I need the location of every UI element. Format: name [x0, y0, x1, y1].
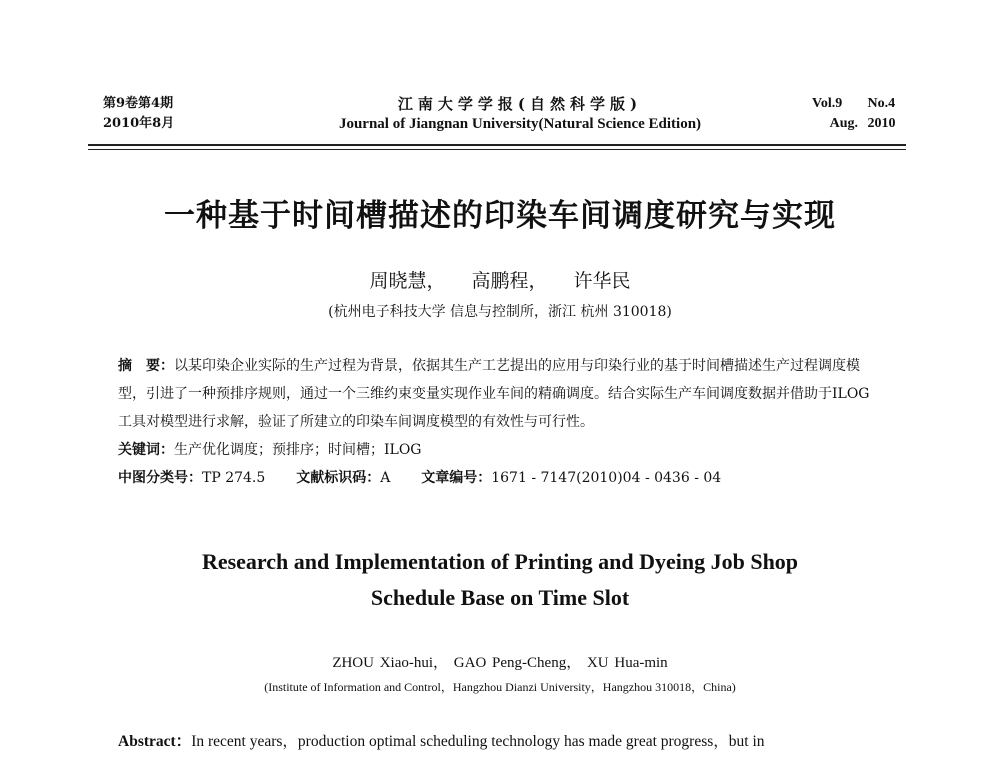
volume-cn: 第9卷第4期	[103, 96, 174, 111]
article-no-label: 文章编号：	[421, 470, 492, 486]
title-en-line1: Research and Implementation of Printing and Dyeing Job Shop	[201, 549, 799, 574]
issue-info-cn	[103, 94, 174, 134]
journal-name	[280, 94, 760, 134]
classification-label: 中图分类号：	[118, 470, 202, 486]
affiliation-cn: (杭州电子科技大学 信息与控制所，浙江 杭州 310018)	[328, 304, 672, 320]
header-rule-thin	[88, 149, 906, 150]
journal-name-en: Journal of Jiangnan University(Natural Science Edition)	[338, 116, 702, 132]
paper-title-cn: 一种基于时间槽描述的印染车间调度研究与实现	[164, 198, 836, 234]
doc-code: A	[380, 470, 391, 486]
authors-cn: 周晓慧， 高鹏程， 许华民	[369, 270, 631, 292]
date-cn: 2010年8月	[103, 116, 175, 131]
abstract-label-cn: 摘 要：	[118, 358, 174, 374]
abstract-text-cn: 以某印染企业实际的生产过程为背景，依据其生产工艺提出的应用与印染行业的基于时间槽描述生产过程调度模型，引进了一种预排序规则，通过一个三维约束变量实现作业车间的精确调度。结合实际生产车间调度数据并借助于ILOG工具对模型进行求解，验证了所建立的印染车间调度模型的有效性与可行性。	[118, 358, 870, 430]
abstract-section-cn	[118, 352, 880, 492]
abstract-label-en: Abstract：	[118, 733, 192, 750]
title-en-line2: Schedule Base on Time Slot	[370, 585, 630, 610]
authors-en: ZHOU Xiao-hui， GAO Peng-Cheng， XU Hua-min	[332, 655, 668, 671]
month-en: Aug.	[829, 116, 858, 131]
paper-title-en	[100, 544, 900, 616]
keywords-text-cn: 生产优化调度；预排序；时间槽；ILOG	[174, 442, 422, 458]
classification-line	[118, 464, 880, 492]
abstract-cn	[118, 352, 880, 436]
classification-code: TP 274.5	[202, 470, 266, 486]
number-en: No.4	[867, 96, 896, 111]
abstract-en	[118, 729, 898, 751]
keywords-cn	[118, 436, 880, 464]
year-en: 2010	[867, 116, 896, 131]
issue-info-en	[812, 94, 896, 134]
affiliation-en: (Institute of Information and Control，Hangzhou Dianzi University，Hangzhou 310018，China)	[264, 680, 736, 694]
keywords-label-cn: 关键词：	[118, 442, 174, 458]
journal-name-cn: 江南大学学报(自然科学版)	[397, 95, 643, 113]
doc-code-label: 文献标识码：	[296, 470, 381, 486]
volume-en: Vol.9	[812, 96, 843, 111]
article-no: 1671 - 7147(2010)04 - 0436 - 04	[491, 470, 722, 486]
header-rule-thick	[88, 144, 906, 146]
abstract-text-en: In recent years，production optimal scheduling technology has made great progress，but in	[191, 733, 765, 750]
